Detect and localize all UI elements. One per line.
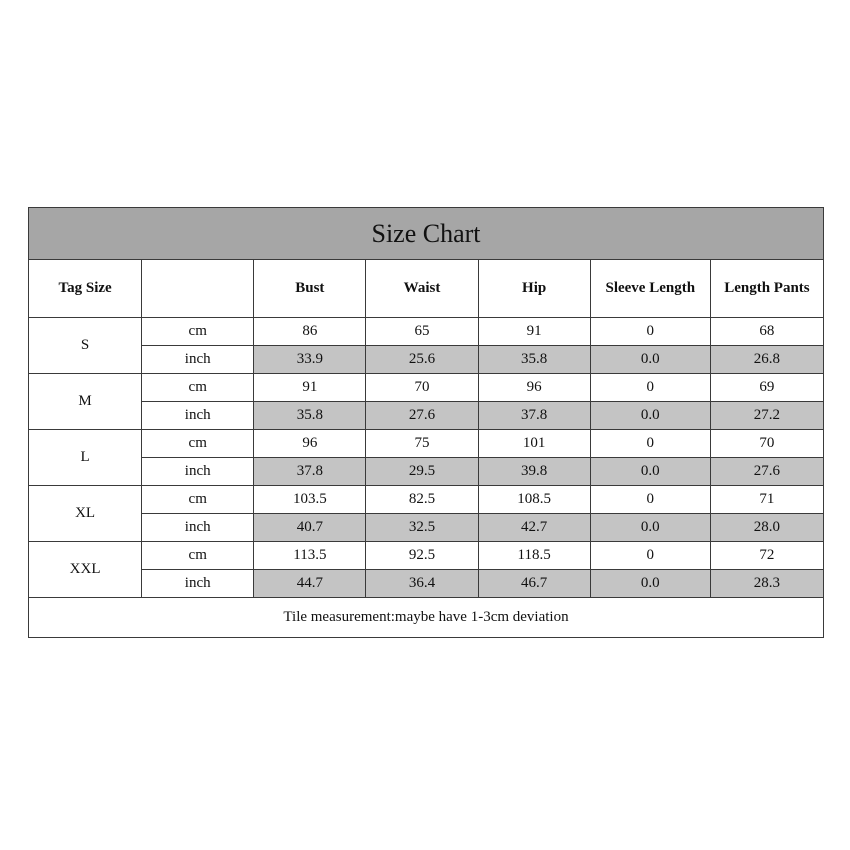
cm-cell-sleeve: 0 [590,374,710,402]
header-hip: Hip [478,260,590,318]
cm-cell-sleeve: 0 [590,318,710,346]
table-row [29,514,824,542]
inch-cell-pants: 26.8 [710,346,823,374]
cm-cell-bust: 113.5 [254,542,366,570]
cm-cell-waist: 70 [366,374,478,402]
cm-cell-waist: 82.5 [366,486,478,514]
cm-cell-pants: 68 [710,318,823,346]
chart-title: Size Chart [29,208,824,260]
inch-cell-bust: 33.9 [254,346,366,374]
cm-cell-pants: 71 [710,486,823,514]
inch-cell-hip: 35.8 [478,346,590,374]
inch-cell-hip: 37.8 [478,402,590,430]
table-row [29,374,824,402]
cm-cell-pants: 69 [710,374,823,402]
cm-cell-bust: 86 [254,318,366,346]
inch-cell-unit: inch [142,402,254,430]
cm-cell-bust: 96 [254,430,366,458]
header-length-pants: Length Pants [710,260,823,318]
measurement-note: Tile measurement:maybe have 1-3cm deviation [29,598,824,638]
inch-cell-unit: inch [142,346,254,374]
header-unit [142,260,254,318]
size-label: M [29,374,142,430]
inch-cell-unit: inch [142,458,254,486]
cm-cell-hip: 101 [478,430,590,458]
header-waist: Waist [366,260,478,318]
inch-cell-hip: 42.7 [478,514,590,542]
cm-cell-sleeve: 0 [590,542,710,570]
size-chart-table [28,207,824,638]
cm-cell-sleeve: 0 [590,430,710,458]
inch-cell-hip: 46.7 [478,570,590,598]
size-label: XXL [29,542,142,598]
size-label: L [29,430,142,486]
inch-cell-unit: inch [142,514,254,542]
table-row [29,570,824,598]
cm-cell-bust: 103.5 [254,486,366,514]
inch-cell-sleeve: 0.0 [590,346,710,374]
inch-cell-unit: inch [142,570,254,598]
table-row [29,402,824,430]
cm-cell-hip: 118.5 [478,542,590,570]
cm-cell-hip: 96 [478,374,590,402]
header-sleeve-length: Sleeve Length [590,260,710,318]
cm-cell-pants: 70 [710,430,823,458]
cm-cell-waist: 92.5 [366,542,478,570]
cm-cell-waist: 75 [366,430,478,458]
cm-cell-unit: cm [142,374,254,402]
cm-cell-unit: cm [142,430,254,458]
header-tag-size: Tag Size [29,260,142,318]
inch-cell-waist: 36.4 [366,570,478,598]
inch-cell-bust: 44.7 [254,570,366,598]
cm-cell-hip: 108.5 [478,486,590,514]
cm-cell-unit: cm [142,542,254,570]
size-label: S [29,318,142,374]
inch-cell-bust: 35.8 [254,402,366,430]
header-row [29,260,824,318]
cm-cell-bust: 91 [254,374,366,402]
inch-cell-sleeve: 0.0 [590,570,710,598]
inch-cell-bust: 37.8 [254,458,366,486]
inch-cell-pants: 28.0 [710,514,823,542]
table-row [29,542,824,570]
cm-cell-sleeve: 0 [590,486,710,514]
cm-cell-pants: 72 [710,542,823,570]
cm-cell-hip: 91 [478,318,590,346]
table-row [29,458,824,486]
cm-cell-unit: cm [142,318,254,346]
cm-cell-unit: cm [142,486,254,514]
cm-cell-waist: 65 [366,318,478,346]
table-row [29,430,824,458]
inch-cell-waist: 25.6 [366,346,478,374]
inch-cell-waist: 29.5 [366,458,478,486]
note-row [29,598,824,638]
header-bust: Bust [254,260,366,318]
table-row [29,346,824,374]
size-label: XL [29,486,142,542]
inch-cell-pants: 27.6 [710,458,823,486]
table-row [29,318,824,346]
inch-cell-waist: 27.6 [366,402,478,430]
inch-cell-hip: 39.8 [478,458,590,486]
inch-cell-pants: 27.2 [710,402,823,430]
table-row [29,486,824,514]
inch-cell-sleeve: 0.0 [590,514,710,542]
inch-cell-sleeve: 0.0 [590,402,710,430]
inch-cell-sleeve: 0.0 [590,458,710,486]
inch-cell-pants: 28.3 [710,570,823,598]
inch-cell-waist: 32.5 [366,514,478,542]
inch-cell-bust: 40.7 [254,514,366,542]
